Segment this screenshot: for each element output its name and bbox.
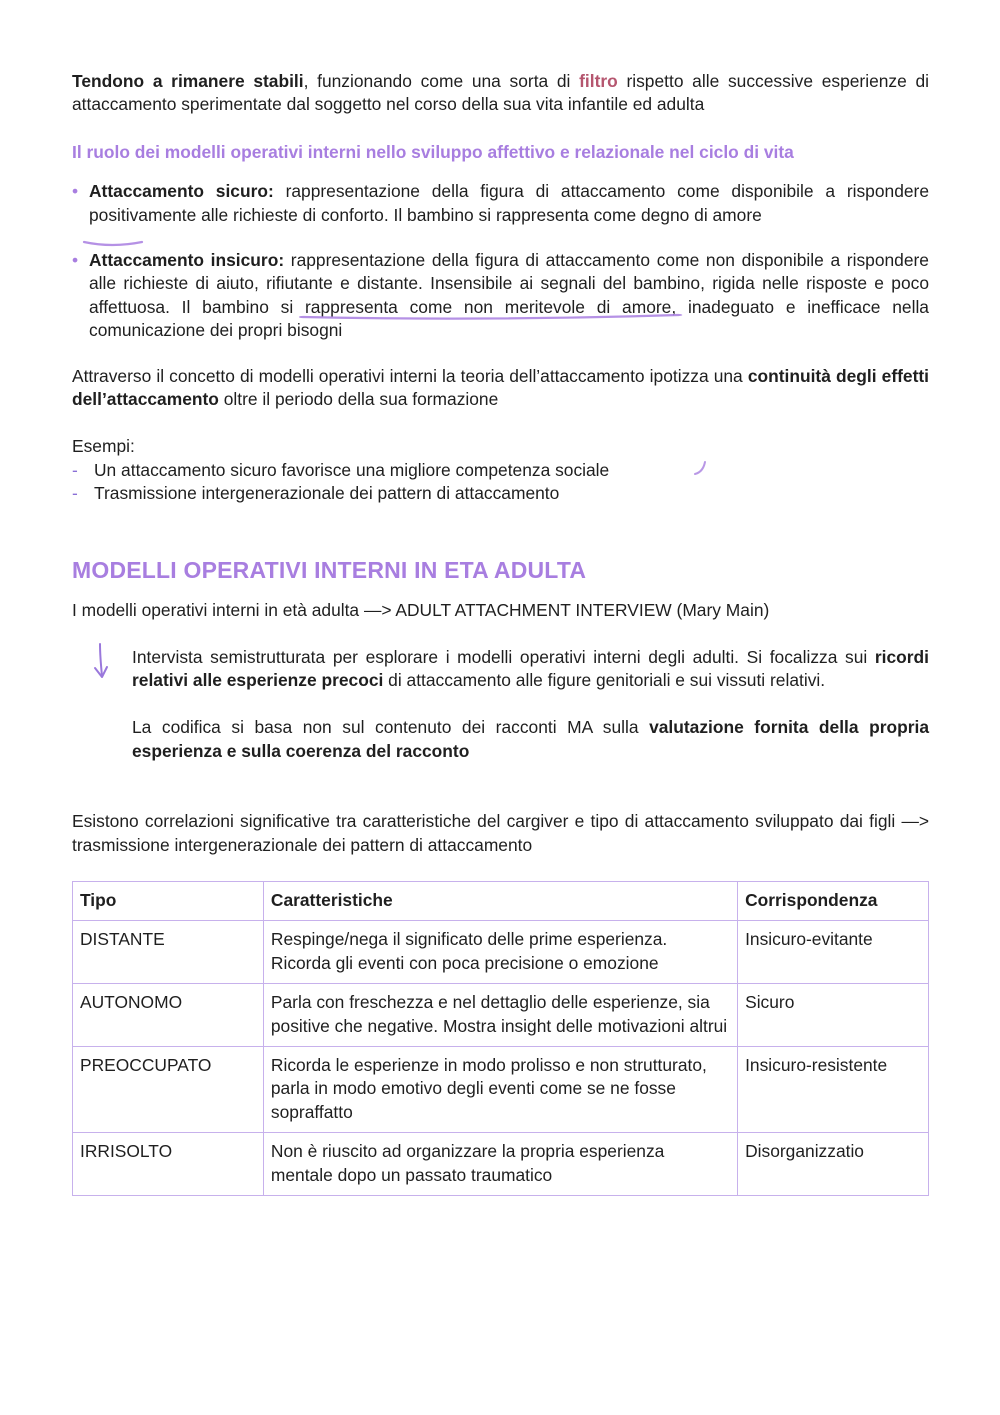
examples-label: Esempi: xyxy=(72,436,135,457)
bullet-text-after: inadeguato e inefficace nella comunicazione dei propri bisogni xyxy=(89,296,929,341)
highlight-text: rappresenta come non meritevole di amore, xyxy=(305,296,677,317)
table-row xyxy=(73,984,929,1047)
table-row xyxy=(73,1133,929,1196)
interview-paragraph-2 xyxy=(132,716,929,763)
interview-paragraph-1 xyxy=(132,646,929,693)
cell-tipo: PREOCCUPATO xyxy=(73,1046,264,1132)
intro-bold-lead: Tendono a rimanere stabili xyxy=(72,71,304,91)
section-subheading: Il ruolo dei modelli operativi interni nello sviluppo affettivo e relazionale nel ciclo di vita xyxy=(72,141,794,162)
cell-corrispondenza: Insicuro-evitante xyxy=(738,921,929,984)
cell-tipo: DISTANTE xyxy=(73,921,264,984)
column-header-tipo: Tipo xyxy=(73,881,264,920)
pen-highlight-non-meritevole xyxy=(305,297,676,317)
table-row xyxy=(73,1046,929,1132)
pen-highlight-degno-di-amore xyxy=(641,205,762,225)
table-header-row xyxy=(73,881,929,920)
interview-bold: ricordi relativi alle esperienze precoci xyxy=(132,646,929,690)
cell-caratteristiche: Respinge/nega il significato delle prime esperienza. Ricorda gli eventi con poca precisione o emozione xyxy=(263,921,737,984)
column-header-caratteristiche: Caratteristiche xyxy=(263,881,737,920)
cell-corrispondenza: Insicuro-resistente xyxy=(738,1046,929,1132)
coding-text: La codifica si basa non sul contenuto dei racconti MA sulla xyxy=(132,717,650,738)
adult-attachment-table xyxy=(72,881,929,1196)
bullet-text: rappresentazione della figura di attaccamento come non disponibile a rispondere alle richieste di aiuto, rifiutante e distante. Insensibile ai segnali del bambino, rigida nelle risposte e poco affettuosa. Il bambino si xyxy=(89,250,929,317)
interview-text: Intervista semistrutturata per esplorare i modelli operativi interni degli adulti. Si focalizza sui xyxy=(132,646,875,667)
aai-line: I modelli operativi interni in età adulta —> ADULT ATTACHMENT INTERVIEW (Mary Main) xyxy=(72,600,770,621)
bullet-bold-label: Attaccamento insicuro: xyxy=(89,250,285,271)
cell-corrispondenza: Disorganizzatio xyxy=(738,1133,929,1196)
example-text: Un attaccamento sicuro favorisce una migliore competenza sociale xyxy=(94,459,610,480)
bullet-marker: • xyxy=(72,250,79,271)
cell-tipo: AUTONOMO xyxy=(73,984,264,1047)
filtro-keyword: filtro xyxy=(579,71,618,91)
pen-stray-mark xyxy=(693,460,709,480)
highlight-text: degno di amore xyxy=(640,204,762,225)
intro-paragraph xyxy=(72,70,929,117)
intro-text: , funzionando come una sorta di xyxy=(303,71,580,91)
correlations-paragraph: Esistono correlazioni significative tra caratteristiche del cargiver e tipo di attaccamento sviluppato dai figli —> trasmissione intergenerazionale dei pattern di attaccamento xyxy=(72,811,929,855)
pen-underline-degno-di-amore xyxy=(82,236,932,250)
continuity-text: Attraverso il concetto di modelli operativi interni la teoria dell’attaccamento ipotizza una xyxy=(72,365,748,386)
bullet-bold-label: Attaccamento sicuro: xyxy=(89,181,274,202)
cell-corrispondenza: Sicuro xyxy=(738,984,929,1047)
cell-caratteristiche: Ricorda le esperienze in modo prolisso e non strutturato, parla in modo emotivo degli eventi come se ne fosse sopraffatto xyxy=(263,1046,737,1132)
continuity-bold: continuità degli effetti dell’attaccamento xyxy=(72,365,929,410)
attachment-bullet-list xyxy=(72,180,929,342)
example-text: Trasmissione intergenerazionale dei pattern di attaccamento xyxy=(94,483,560,504)
example-item xyxy=(72,482,929,505)
pen-underline-stroke xyxy=(303,311,678,321)
bullet-text: rappresentazione della figura di attaccamento come disponibile a rispondere positivamente alle richieste di conforto. Il bambino si rappresenta come xyxy=(89,181,930,225)
bullet-marker: • xyxy=(72,181,79,202)
interview-text-end: di attaccamento alle figure genitoriali e sui vissuti relativi. xyxy=(383,669,826,690)
continuity-paragraph xyxy=(72,365,929,412)
examples-list xyxy=(72,459,929,506)
cell-tipo: IRRISOLTO xyxy=(73,1133,264,1196)
interview-description xyxy=(72,646,929,764)
table-row xyxy=(73,921,929,984)
cell-caratteristiche: Parla con freschezza e nel dettaglio delle esperienze, sia positive che negative. Mostra insight delle motivazioni altrui xyxy=(263,984,737,1047)
continuity-text-end: oltre il periodo della sua formazione xyxy=(218,389,499,410)
bullet-insecure xyxy=(72,249,929,343)
section-title: MODELLI OPERATIVI INTERNI IN ETA ADULTA xyxy=(72,556,587,583)
coding-bold: valutazione fornita della propria esperienza e sulla coerenza del racconto xyxy=(132,717,930,761)
example-item xyxy=(72,459,929,482)
intro-text-end: rispetto alle successive esperienze di attaccamento sperimentate dal soggetto nel corso della sua vita infantile ed adulta xyxy=(72,71,930,115)
column-header-corrispondenza: Corrispondenza xyxy=(738,881,929,920)
dash-marker: - xyxy=(72,459,78,480)
dash-marker: - xyxy=(72,483,78,504)
cell-caratteristiche: Non è riuscito ad organizzare la propria esperienza mentale dopo un passato traumatico xyxy=(263,1133,737,1196)
hand-drawn-down-arrow-icon xyxy=(92,642,112,682)
bullet-secure xyxy=(72,180,929,227)
